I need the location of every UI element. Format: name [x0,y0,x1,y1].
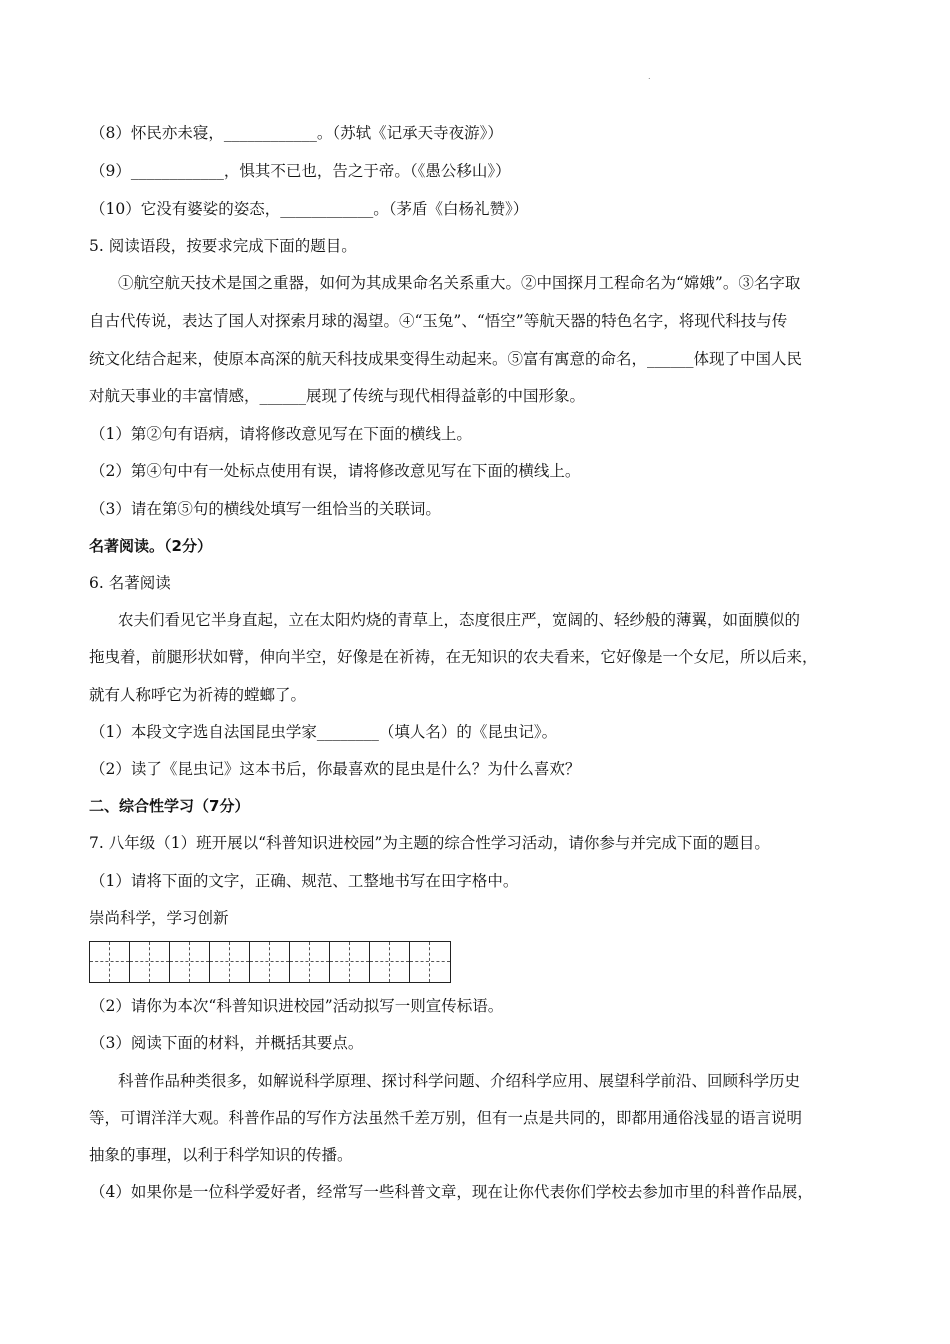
tianzige-cell [250,942,290,982]
q4-item-8: （8）怀民亦未寝，____________。（苏轼《记承天寺夜游》） [90,124,503,142]
q6-stem: 6. 名著阅读 [89,574,171,592]
tianzige-cell [210,942,250,982]
tianzige-cell [370,942,410,982]
q7-material-line: 等，可谓洋洋大观。科普作品的写作方法虽然千差万别，但有一点是共同的，即都用通俗浅显的语言说明 [89,1109,803,1127]
q5-passage-line: 统文化结合起来，使原本高深的航天科技成果变得生动起来。⑤富有寓意的命名，______体现了中国人民 [89,350,803,368]
q5-passage-line: 对航天事业的丰富情感，______展现了传统与现代相得益彰的中国形象。 [89,387,586,405]
corner-mark: . [648,72,651,81]
q5-sub-2: （2）第④句中有一处标点使用有误，请将修改意见写在下面的横线上。 [90,462,581,480]
q7-material-line: 抽象的事理，以利于科学知识的传播。 [89,1146,353,1164]
q7-stem: 7. 八年级（1）班开展以“科普知识进校园”为主题的综合性学习活动，请你参与并完成下面的题目。 [89,834,770,852]
q5-passage-line: 自古代传说，表达了国人对探索月球的渴望。④“玉兔”、“悟空”等航天器的特色名字，将现代科技与传 [89,312,788,330]
q4-item-10: （10）它没有婆娑的姿态，____________。（茅盾《白杨礼赞》） [90,200,529,218]
tianzige-cell [330,942,370,982]
q7-sub-2: （2）请你为本次“科普知识进校园”活动拟写一则宣传标语。 [90,997,504,1015]
q5-passage-line: ①航空航天技术是国之重器，如何为其成果命名关系重大。②中国探月工程命名为“嫦娥”。③名字取 [118,274,801,292]
q7-material-line: 科普作品种类很多，如解说科学原理、探讨科学问题、介绍科学应用、展望科学前沿、回顾科学历史 [118,1072,801,1090]
q7-copy-text: 崇尚科学，学习创新 [89,909,229,927]
tianzige-grid [89,941,451,983]
q5-sub-1: （1）第②句有语病，请将修改意见写在下面的横线上。 [90,425,472,443]
q6-sub-1: （1）本段文字选自法国昆虫学家________（填人名）的《昆虫记》。 [90,723,558,741]
q6-passage-line: 就有人称呼它为祈祷的螳螂了。 [89,686,307,704]
q4-item-9: （9）____________，惧其不已也，告之于帝。（《愚公移山》） [90,162,511,180]
tianzige-cell [90,942,130,982]
q6-sub-2: （2）读了《昆虫记》这本书后，你最喜欢的昆虫是什么？为什么喜欢？ [90,760,581,778]
section-heading-mingzhu: 名著阅读。（2分） [89,537,212,555]
q7-sub-1: （1）请将下面的文字，正确、规范、工整地书写在田字格中。 [90,872,519,890]
q5-sub-3: （3）请在第⑤句的横线处填写一组恰当的关联词。 [90,500,441,518]
q7-sub-3: （3）阅读下面的材料，并概括其要点。 [90,1034,364,1052]
section-heading-two: 二、综合性学习（7分） [89,797,250,815]
tianzige-cell [130,942,170,982]
tianzige-cell [170,942,210,982]
tianzige-cell [290,942,330,982]
q6-passage-line: 农夫们看见它半身直起，立在太阳灼烧的青草上，态度很庄严，宽阔的、轻纱般的薄翼，如面膜似的 [118,611,801,629]
tianzige-cell [410,942,450,982]
q5-stem: 5. 阅读语段，按要求完成下面的题目。 [89,237,357,255]
q6-passage-line: 拖曳着，前腿形状如臂，伸向半空，好像是在祈祷，在无知识的农夫看来，它好像是一个女尼，所以后来， [89,648,818,666]
q7-sub-4: （4）如果你是一位科学爱好者，经常写一些科普文章，现在让你代表你们学校去参加市里的科普作品展， [90,1183,813,1201]
